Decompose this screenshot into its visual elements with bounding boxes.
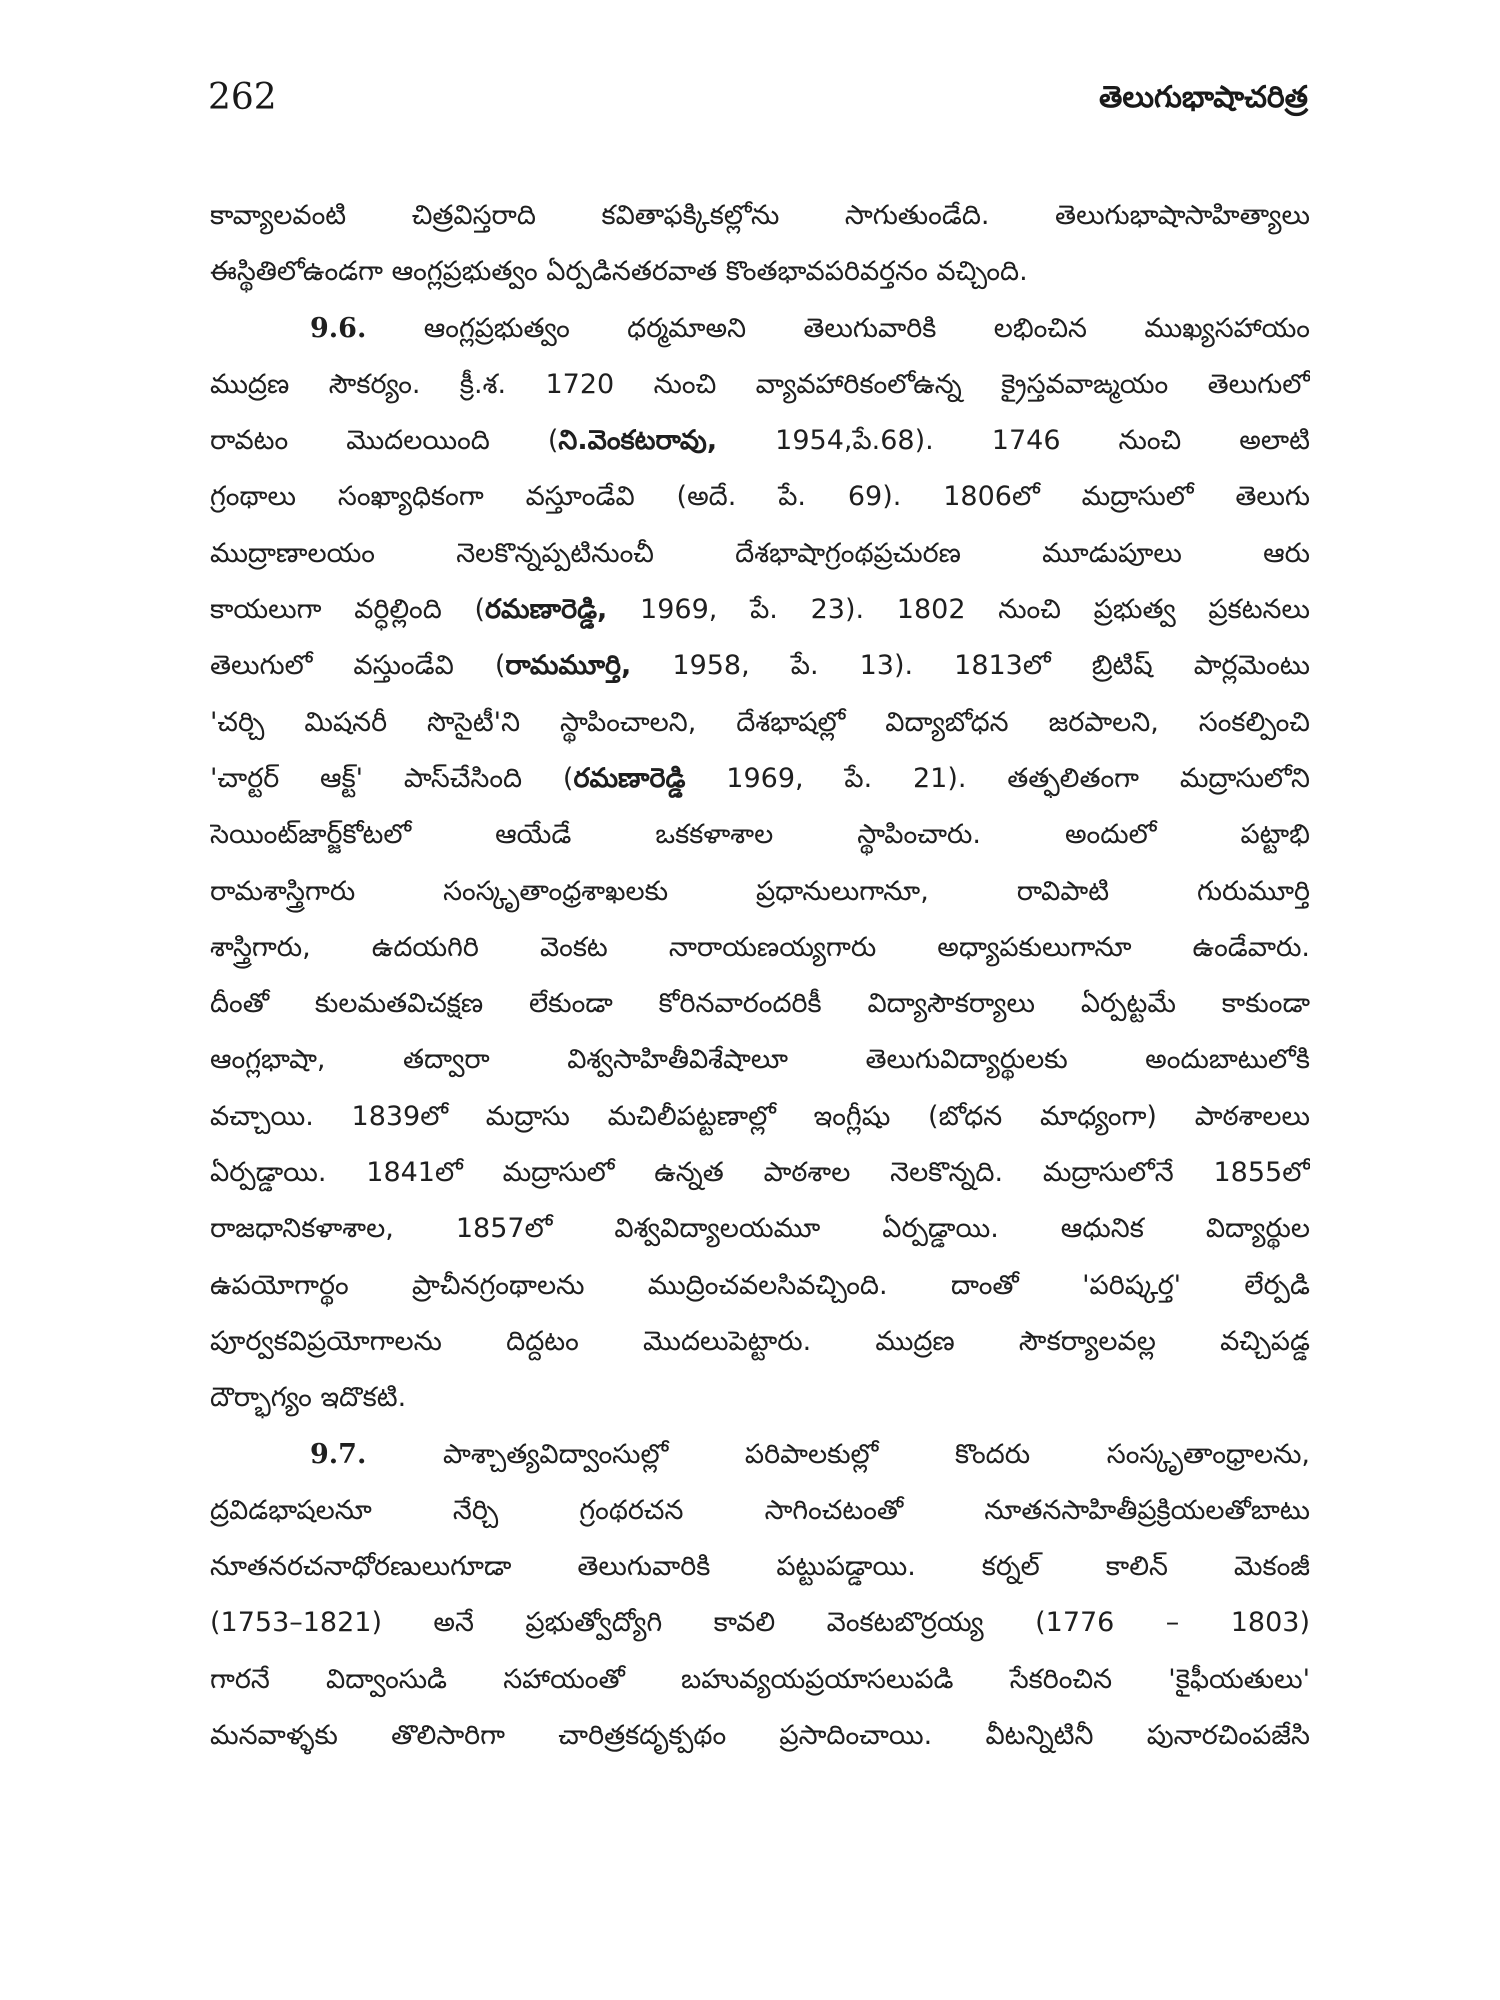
text-line: (1753–1821) అనే ప్రభుత్వోద్యోగి కావలి వెంకటబొర్రయ్య (1776 – 1803): [210, 1607, 1310, 1639]
text-line: పూర్వకవిప్రయోగాలను దిద్దటం మొదలుపెట్టారు. ముద్రణ సౌకర్యాలవల్ల వచ్చిపడ్డ: [210, 1325, 1310, 1357]
text-fragment: 'చార్టర్ ఆక్ట్' పాస్‌చేసింది (: [210, 762, 574, 794]
citation-author: ని.వెంకటరావు,: [558, 425, 718, 457]
text-line: ఉపయోగార్థం ప్రాచీనగ్రంథాలను ముద్రించవలసివచ్చింది. దాంతో 'పరిష్కర్త' లేర్పడి: [210, 1269, 1310, 1301]
text-line: వచ్చాయి. 1839లో మద్రాసు మచిలీపట్టణాల్లో ఇంగ్లీషు (బోధన మాధ్యంగా) పాఠశాలలు: [210, 1100, 1310, 1132]
citation-author: రమణారెడ్డి,: [485, 594, 608, 626]
text-fragment: పాశ్చాత్యవిద్వాంసుల్లో పరిపాలకుల్లో కొందరు సంస్కృతాంధ్రాలను,: [443, 1438, 1310, 1470]
text-fragment: రావటం మొదలయింది (: [210, 425, 559, 457]
text-line: [210, 582, 1310, 638]
citation-author: రమణారెడ్డి: [573, 762, 686, 794]
text-line: కావ్యాలవంటి చిత్రవిస్తరాది కవితాఫక్కికల్లోను సాగుతుండేది. తెలుగుభాషాసాహిత్యాలు: [210, 200, 1310, 231]
text-line: గ్రంథాలు సంఖ్యాధికంగా వస్తూండేవి (అదే. పే. 69). 1806లో మద్రాసులో తెలుగు: [210, 481, 1310, 513]
text-line: దౌర్భాగ్యం ఇదొకటి.: [210, 1382, 407, 1414]
text-line: [210, 751, 1310, 807]
text-fragment: 1958, పే. 13). 1813లో బ్రిటిష్ పార్లమెంటు: [631, 650, 1310, 682]
section-9-7-first-line: [210, 1427, 1310, 1483]
text-line: శాస్త్రిగారు, ఉదయగిరి వెంకట నారాయణయ్యగారు అధ్యాపకులుగానూ ఉండేవారు.: [210, 931, 1310, 963]
text-line: ఈస్థితిలోఉండగా ఆంగ్లప్రభుత్వం ఏర్పడినతరవాత కొంతభావపరివర్తనం వచ్చింది.: [210, 256, 1028, 288]
text-line: నూతనరచనాధోరణులుగూడా తెలుగువారికి పట్టుపడ్డాయి. కర్నల్ కాలిన్ మెకంజీ: [210, 1551, 1310, 1583]
section-9-6-first-line: [210, 301, 1310, 357]
text-fragment: 1969, పే. 21). తత్ఫలితంగా మద్రాసులోని: [685, 762, 1310, 794]
text-fragment: 1954,పే.68). 1746 నుంచి అలాటి: [717, 425, 1310, 457]
text-line: ఏర్పడ్డాయి. 1841లో మద్రాసులో ఉన్నత పాఠశాల నెలకొన్నది. మద్రాసులోనే 1855లో: [210, 1157, 1310, 1189]
text-line: ముద్రణ సౌకర్యం. క్రీ.శ. 1720 నుంచి వ్యావహారికంలోఉన్న క్రైస్తవవాఙ్మయం తెలుగులో: [210, 368, 1310, 400]
text-line: ఆంగ్లభాషా, తద్వారా విశ్వసాహితీవిశేషాలూ తెలుగువిద్యార్థులకు అందుబాటులోకి: [210, 1044, 1310, 1076]
text-line: మనవాళ్ళకు తొలిసారిగా చారిత్రకదృక్పథం ప్రసాదించాయి. వీటన్నిటినీ పునారచింపజేసి: [210, 1720, 1310, 1752]
text-line: [210, 638, 1310, 694]
text-line: 'చర్చి మిషనరీ సొసైటీ'ని స్థాపించాలని, దేశభాషల్లో విద్యాబోధన జరపాలని, సంకల్పించి: [210, 706, 1310, 738]
text-line: [210, 413, 1310, 469]
section-number: 9.7.: [310, 1438, 367, 1470]
running-head: [208, 78, 1308, 128]
text-fragment: ఆంగ్లప్రభుత్వం ధర్మమాఅని తెలుగువారికి లభించిన ముఖ్యసహాయం: [423, 312, 1310, 344]
text-line: గారనే విద్వాంసుడి సహాయంతో బహువ్యయప్రయాసలుపడి సేకరించిన 'కైఫీయతులు': [210, 1663, 1310, 1695]
text-line: రాజధానికళాశాల, 1857లో విశ్వవిద్యాలయమూ ఏర్పడ్డాయి. ఆధునిక విద్యార్థుల: [210, 1213, 1310, 1245]
text-line: ద్రవిడభాషలనూ నేర్చి గ్రంథరచన సాగించటంతో నూతనసాహితీప్రక్రియలతోబాటు: [210, 1494, 1310, 1526]
section-number: 9.6.: [310, 312, 367, 344]
text-line: దీంతో కులమతవిచక్షణ లేకుండా కోరినవారందరికీ విద్యాసౌకర్యాలు ఏర్పట్టమే కాకుండా: [210, 988, 1310, 1020]
text-fragment: కాయలుగా వర్ధిల్లింది (: [210, 594, 486, 626]
book-title: తెలుగుభాషాచరిత్ర: [1099, 80, 1308, 115]
text-fragment: తెలుగులో వస్తుండేవి (: [210, 650, 506, 682]
text-fragment: 1969, పే. 23). 1802 నుంచి ప్రభుత్వ ప్రకటనలు: [607, 594, 1310, 626]
page-number: 262: [208, 77, 277, 118]
citation-author: రామమూర్తి,: [505, 650, 632, 682]
text-line: సెయింట్‌జార్జ్‌కోటలో ఆయేడే ఒకకళాశాల స్థాపించారు. అందులో పట్టాభి: [210, 819, 1310, 851]
text-line: రామశాస్త్రిగారు సంస్కృతాంధ్రశాఖలకు ప్రధానులుగానూ, రావిపాటి గురుమూర్తి: [210, 875, 1310, 907]
body-text: [210, 188, 1310, 1764]
text-line: ముద్రాణాలయం నెలకొన్నప్పటినుంచీ దేశభాషాగ్రంథప్రచురణ మూడుపూలు ఆరు: [210, 537, 1310, 569]
